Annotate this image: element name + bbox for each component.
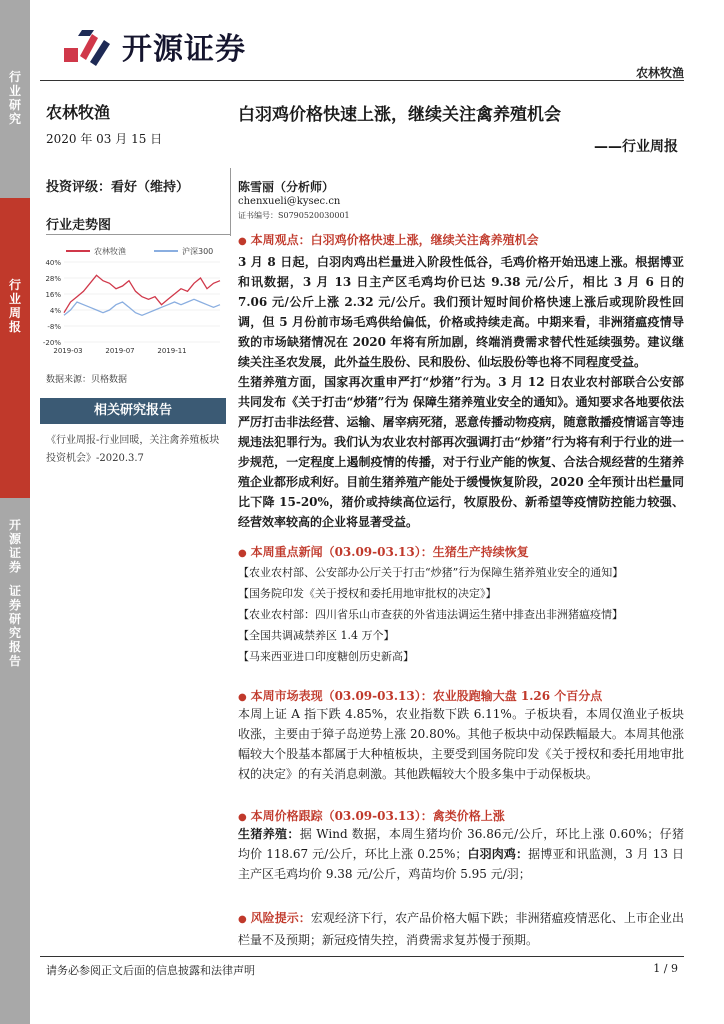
strip-industry-research: 行 业 研 究 [0,0,30,198]
news-item[interactable]: 【农业农村部、公安部办公厅关于打击“炒猪”行为保障生猪养殖业安全的通知】 [238,566,624,579]
risk-paragraph [238,908,684,950]
analyst-email[interactable]: chenxueli@kysec.cn [238,196,341,207]
data-source: 数据来源：贝格数据 [46,375,128,385]
x-tick-label: 2019-07 [105,347,135,355]
y-tick-label: 4% [49,307,61,315]
section-tag: 农林牧渔 [635,66,684,80]
rating-value: 看好（维持） [111,180,190,195]
summary-section [238,230,684,532]
page-number: 1 / 9 [653,962,678,975]
summary-paragraph-2: 生猪养殖方面，国家再次重申严打“炒猪”行为。3 月 12 日农业农村部联合公安部共同发布《关于打击“炒猪”行为 保障生猪养殖业安全的通知》。通知要求各地要依法严厉打击非法经营、运输、屠宰病死猪，恶意传播动物疫病，随意散播疫情谣言等违规违法犯罪行为。我们认为农业农村部再次强调打击“炒猪”行为将有利于行业的进一步规范，一定程度上遏制疫情的传播，对于行业产能的恢复、合法合规经营的生猪养殖企业都形成利好。目前生猪养殖产能处于缓慢恢复阶段，2020 全年预计出栏量同比下降 15-20%，猪价或持续高位运行，牧原股份、新希望等疫情防控能力较强、经营效率较高的企业将显著受益。 [238,375,684,529]
brand-name: 开源证券 [122,32,246,67]
column-divider [230,168,231,236]
price-text-hog: 据 Wind 数据，本周生猪均价 36.86元/公斤，环比上涨 0.60%；仔猪均价 118.67 元/公斤，环比上涨 0.25%； [238,827,684,861]
y-tick-label: 40% [45,259,61,267]
strip-brand-report: 开 源 证 券 证 券 研 究 报 告 [0,498,30,1024]
price-label-chicken: 白羽肉鸡： [467,847,529,861]
rating-label: 投资评级： [46,180,112,195]
trend-chart [38,242,228,360]
industry-name: 农林牧渔 [46,103,111,122]
bullet-icon: ● [238,236,247,247]
summary-heading: ● 本周观点：白羽鸡价格快速上涨，继续关注禽养殖机会 [238,233,539,247]
y-tick-label: -8% [47,323,61,331]
rating [46,176,226,195]
news-heading: ● 本周重点新闻（03.09-03.13）：生猪生产持续恢复 [238,545,529,559]
news-list [238,562,684,667]
y-tick-label: 28% [45,275,61,283]
trend-title: 行业走势图 [46,218,112,233]
report-date: 2020 年 03 月 15 日 [46,132,163,146]
series-line-csi300 [64,299,220,315]
price-label-hog: 生猪养殖： [238,827,300,841]
y-tick-label: -20% [42,339,61,347]
news-item[interactable]: 【马来西亚进口印度糖创历史新高】 [238,650,414,663]
trend-divider [46,234,230,235]
header-divider [40,80,684,81]
price-paragraph [238,824,684,884]
summary-paragraph-1: 3 月 8 日起，白羽肉鸡出栏量进入阶段性低谷，毛鸡价格开始迅速上涨。根据博亚和讯数据，3 月 13 日主产区毛鸡均价已达 9.38 元/公斤，相比 3 月 6 日的 7.06 元/公斤上涨 2.32 元/公斤。我们预计短时间价格快速上涨后或现阶段性回调，但 5 月份前市场毛鸡供给偏低，价格或持续走高。中期来看，非洲猪瘟疫情导致的市场缺猪情况在 2020 年将有所加剧，终端消费需求替代性延续强势。建议继续关注圣农发展，此外益生股份、民和股份、仙坛股份等也将不同程度受益。 [238,255,684,369]
price-heading: ● 本周价格跟踪（03.09-03.13）：禽类价格上涨 [238,809,505,823]
logo-icon [62,26,114,66]
risk-heading: 风险提示： [250,911,311,925]
y-tick-label: 16% [45,291,61,299]
news-item[interactable]: 【全国共调减禁养区 1.4 万个】 [238,629,395,642]
report-subtitle: ——行业周报 [594,139,678,155]
bullet-icon: ● [238,692,247,703]
trend-chart-svg [38,242,228,360]
analyst-cert: 证书编号：S0790520030001 [238,211,350,220]
x-tick-label: 2019-03 [53,347,83,355]
bullet-icon: ● [238,914,247,925]
bullet-icon: ● [238,548,247,559]
price-text-chicken: 据博亚和讯监测，3 月 13 日主产区毛鸡均价 9.38 元/公斤，鸡苗均价 5.95 元/羽； [238,847,684,881]
footer-disclaimer[interactable]: 请务必参阅正文后面的信息披露和法律声明 [46,964,255,977]
brand-logo [62,22,246,70]
x-tick-label: 2019-11 [157,347,187,355]
market-heading: ● 本周市场表现（03.09-03.13）：农业股跑输大盘 1.26 个百分点 [238,689,603,703]
news-item[interactable]: 【农业农村部：四川省乐山市查获的外省违法调运生猪中排查出非洲猪瘟疫情】 [238,608,623,621]
legend-label: 农林牧渔 [94,247,126,256]
bullet-icon: ● [238,812,247,823]
report-title: 白羽鸡价格快速上涨，继续关注禽养殖机会 [238,105,561,125]
footer-divider [40,956,684,957]
related-reports-title: 相关研究报告 [40,398,226,424]
legend-label: 沪深300 [182,247,214,256]
analyst-name: 陈雪丽（分析师） [238,180,335,194]
market-paragraph: 本周上证 A 指下跌 4.85%，农业指数下跌 6.11%。子板块看，本周仅渔业子板块收涨，主要由于獐子岛逆势上涨 20.80%。其他子板块中动保跌幅最大。本周其他涨幅较大个股基本都属于大种植板块，主要受到国务院印发《关于授权和委托用地审批权的决定》的有关消息刺激。其他跌幅较大个股多集中于动保板块。 [238,707,684,781]
risk-text: 宏观经济下行，农产品价格大幅下跌；非洲猪瘟疫情恶化、上市企业出栏量不及预期；新冠疫情失控，消费需求复苏慢于预期。 [238,911,684,947]
related-report-link[interactable]: 《行业周报-行业回暖，关注禽养殖板块投资机会》-2020.3.7 [46,435,220,464]
news-item[interactable]: 【国务院印发《关于授权和委托用地审批权的决定》】 [238,587,497,600]
strip-industry-weekly: 行 业 周 报 [0,198,30,498]
